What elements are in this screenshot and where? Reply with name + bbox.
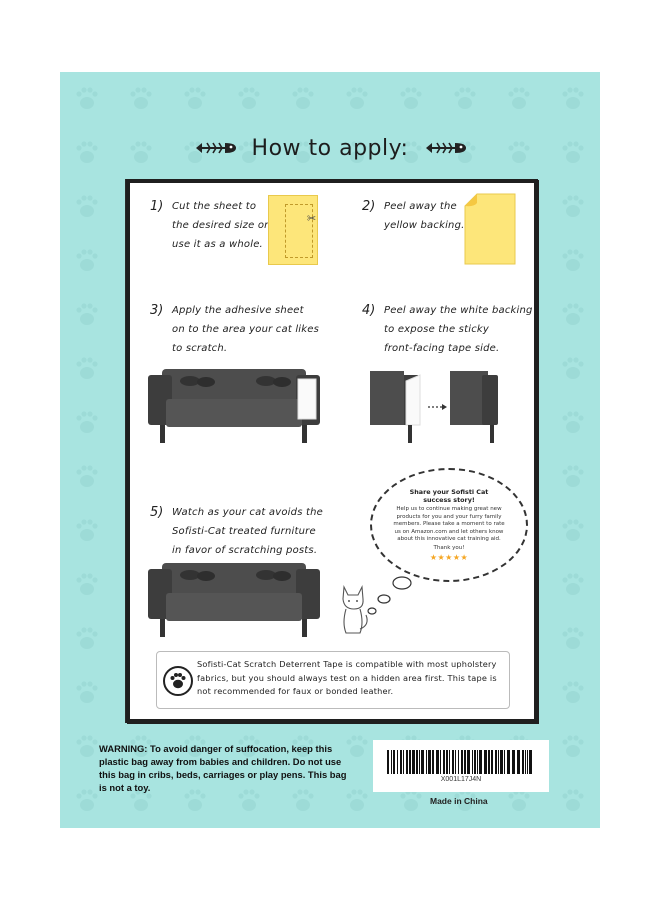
sofa-arm-peel <box>370 367 530 447</box>
speech-bubble <box>370 468 528 582</box>
fishbone-left-icon <box>192 139 238 157</box>
barcode-number: X001L17J4N <box>440 776 482 783</box>
step-2-text: Peel away the yellow backing. <box>384 201 465 231</box>
rating-stars-icon: ★★★★★ <box>429 552 469 562</box>
step-3-text: Apply the adhesive sheet on to the area your cat likes to scratch. <box>172 305 320 354</box>
step-3-number: 3) <box>150 303 164 318</box>
step-1-number: 1) <box>150 199 164 214</box>
yellow-sheet-cut <box>268 195 318 265</box>
made-in-label: Made in China <box>430 796 488 806</box>
step-5-number: 5) <box>150 505 164 520</box>
scissors-icon: ✂ <box>307 212 317 225</box>
barcode-bars <box>387 750 535 774</box>
suffocation-warning: WARNING: To avoid danger of suffocation, keep this plastic bag away from babies and children. Do not use this bag in cribs, beds, carriages or play pens. This bag is not a toy. <box>99 743 347 793</box>
instructions-panel <box>126 179 538 723</box>
page-title: How to apply: <box>251 135 409 161</box>
yellow-sheet-peel <box>464 193 516 265</box>
compatibility-text: Sofisti-Cat Scratch Deterrent Tape is compatible with most upholstery fabrics, but you should always test on a hidden area first. This tape is not recommended for faux or bonded leather. <box>197 659 497 696</box>
package-card <box>60 72 600 828</box>
sofa-final <box>146 559 322 641</box>
step-5-text: Watch as your cat avoids the Sofisti-Cat treated furniture in favor of scratching posts. <box>172 507 324 556</box>
cat-sketch-icon <box>336 581 372 637</box>
step-1-text: Cut the sheet to the desired size or use it as a whole. <box>172 201 269 250</box>
paw-icon <box>163 666 193 696</box>
sofa-with-tape <box>146 365 322 447</box>
step-2-number: 2) <box>362 199 376 214</box>
speech-heading: Share your Sofisti Cat success story! <box>409 488 489 505</box>
step-4-number: 4) <box>362 303 376 318</box>
speech-body: Help us to continue making great new products for you and your furry family members. Please take a moment to rate us on Amazon.com and let others know about this innovative cat training aid. <box>393 506 505 542</box>
barcode-label <box>373 740 549 792</box>
title-row <box>60 128 600 168</box>
speech-thanks: Thank you! <box>433 545 465 552</box>
step-4-text: Peel away the white backing to expose the sticky front-facing tape side. <box>384 305 533 354</box>
compatibility-note <box>156 651 510 709</box>
fishbone-right-icon <box>422 139 468 157</box>
